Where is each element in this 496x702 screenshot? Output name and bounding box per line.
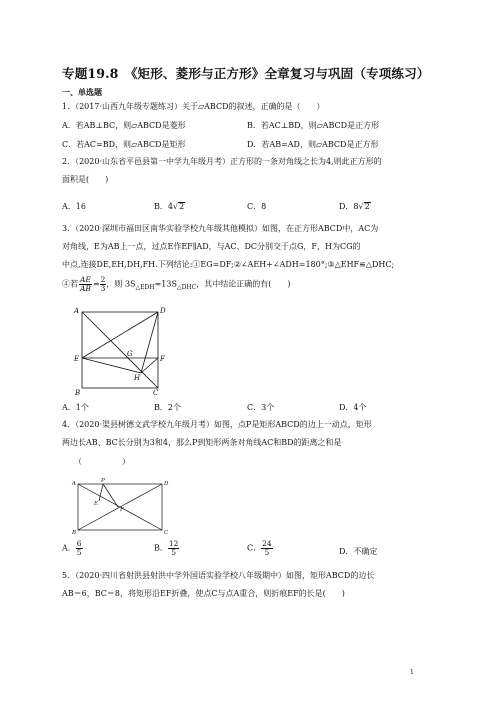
q4-option-a — [62, 540, 83, 557]
label-a: A — [72, 481, 76, 487]
numerator: AE — [80, 275, 91, 284]
q4-rectangle-figure — [70, 474, 172, 538]
option-prefix: A． — [62, 543, 76, 553]
q3-stem-line1: 3．（2020·深圳市福田区南华实验学校九年级其他模拟）如图，在正方形ABCD中，AC为 — [62, 224, 379, 233]
q2-option-d-prefix: D．8 — [339, 202, 359, 211]
q1-stem: 1．（2017·山西九年级专题练习）关于▱ABCD的叙述，正确的是（ ） — [62, 102, 325, 111]
q5-stem-line2: AB＝6，BC＝8，将矩形沿EF折叠，使点C与点A重合，则折痕EF的长是( ) — [62, 589, 345, 598]
label-b: B — [72, 530, 77, 536]
label-h: H — [134, 374, 141, 382]
label-d: D — [164, 481, 169, 487]
numerator: 2 — [100, 275, 106, 284]
label-e: E — [74, 355, 80, 363]
q3-option-c: C．3个 — [247, 403, 275, 412]
q1-option-b: B．若AC⊥BD，则▱ABCD是正方形 — [247, 121, 380, 130]
option-prefix: B． — [154, 543, 168, 553]
q2-stem-line1: 2．（2020·山东省平邑县第一中学九年级月考）正方形的一条对角线之长为4,则此正方形的 — [62, 157, 382, 166]
q4-stem-line3: （ ） — [74, 457, 130, 466]
q2-option-d — [339, 201, 371, 212]
numerator: 24 — [262, 539, 272, 548]
q2-stem-line2: 面积是( ) — [62, 175, 109, 184]
q3-square-figure — [70, 304, 170, 396]
label-e: E — [94, 501, 99, 507]
label-p: P — [101, 478, 105, 484]
text: ④若 — [62, 279, 78, 289]
fraction-24-5 — [261, 540, 273, 557]
q2-option-b-prefix: B．4 — [154, 202, 173, 211]
denominator: 5 — [264, 548, 270, 557]
fraction-12-5 — [168, 540, 180, 557]
q2-option-b-radicand: 2 — [179, 202, 185, 211]
q3-stem-line3: 中点,连接DE,EH,DH,FH.下列结论:①EG=DF;②∠AEH+∠ADH=180°;③△EHF≌△DHC; — [62, 260, 395, 269]
label-f: F — [120, 507, 124, 513]
segment-eh — [82, 358, 141, 373]
denominator: 5 — [76, 548, 82, 557]
label-a: A — [74, 307, 80, 315]
fraction-6-5 — [76, 540, 83, 557]
q2-option-c: C．8 — [247, 202, 267, 211]
segment-fh — [141, 358, 158, 373]
label-g: G — [127, 350, 133, 358]
q2-option-b — [154, 201, 185, 212]
q4-option-c — [247, 540, 273, 557]
subscript: △EDH — [135, 284, 155, 292]
q4-stem-line2: 两边长AB、BC长分别为3和4，那么P到矩形两条对角线AC和BD的距离之和是 — [62, 438, 342, 447]
q1-option-d: D．若AB=AD，则▱ABCD是正方形 — [247, 140, 379, 149]
q3-stem-line4: ④若 $\frac{AE}{AB}$ = $\frac{2}{3}$ ，则 $3S_{\triangle EDH}=13S_{\triangle DHC}$，其中结论正确的有( ) — [62, 275, 291, 293]
label-d: D — [160, 307, 166, 315]
numerator: 6 — [76, 539, 82, 548]
label-b: B — [75, 389, 81, 396]
q2-option-a: A．16 — [62, 202, 86, 211]
sqrt-sign: √ — [172, 202, 179, 211]
text: =13S — [154, 279, 177, 289]
q4-option-d: D．不确定 — [339, 547, 378, 556]
page-title: 专题19.8 《矩形、菱形与正方形》全章复习与巩固（专项练习） — [62, 66, 430, 81]
perpendicular-pf — [103, 484, 118, 507]
q3-option-a: A．1个 — [62, 403, 89, 412]
q3-option-d: D．4个 — [339, 403, 367, 412]
perpendicular-pe — [99, 484, 103, 501]
segment-de — [82, 312, 158, 358]
option-prefix: C． — [247, 543, 262, 553]
q3-stem-line2: 对角线，E为AB上一点，过点E作EF∥AD，与AC、DC分别交于点G，F，H为CG的 — [62, 242, 361, 251]
sqrt-sign: √ — [358, 202, 364, 211]
text: ，其中结论正确的有( ) — [196, 279, 291, 289]
q2-option-d-radicand: 2 — [364, 202, 370, 211]
text: ，则 3S — [106, 279, 136, 289]
label-f: F — [160, 355, 165, 363]
subscript: △DHC — [176, 284, 197, 292]
page-number: 1 — [410, 669, 414, 676]
fraction-ae-ab — [79, 276, 92, 293]
q1-option-a: A．若AB⊥BC，则▱ABCD是菱形 — [62, 121, 186, 130]
label-c: C — [164, 530, 169, 536]
q5-stem-line1: 5．（2020·四川省射洪县射洪中学外国语实验学校八年级期中）如图，矩形ABCD的边长 — [62, 571, 375, 580]
q4-stem-line1: 4．（2020·渠县树德文武学校九年级月考）如图，点P是矩形ABCD的边上一动点，矩形 — [62, 420, 372, 429]
numerator: 12 — [168, 539, 179, 548]
q4-option-b — [154, 540, 179, 557]
diagonal-ac — [82, 312, 158, 388]
denominator: 5 — [171, 548, 177, 557]
q3-option-b: B．2个 — [154, 403, 181, 412]
q1-option-c: C．若AC=BD，则▱ABCD是矩形 — [62, 140, 186, 149]
label-c: C — [153, 389, 159, 396]
denominator: AB — [80, 284, 91, 293]
section-heading: 一、单选题 — [62, 87, 102, 97]
denominator: 3 — [100, 284, 106, 293]
